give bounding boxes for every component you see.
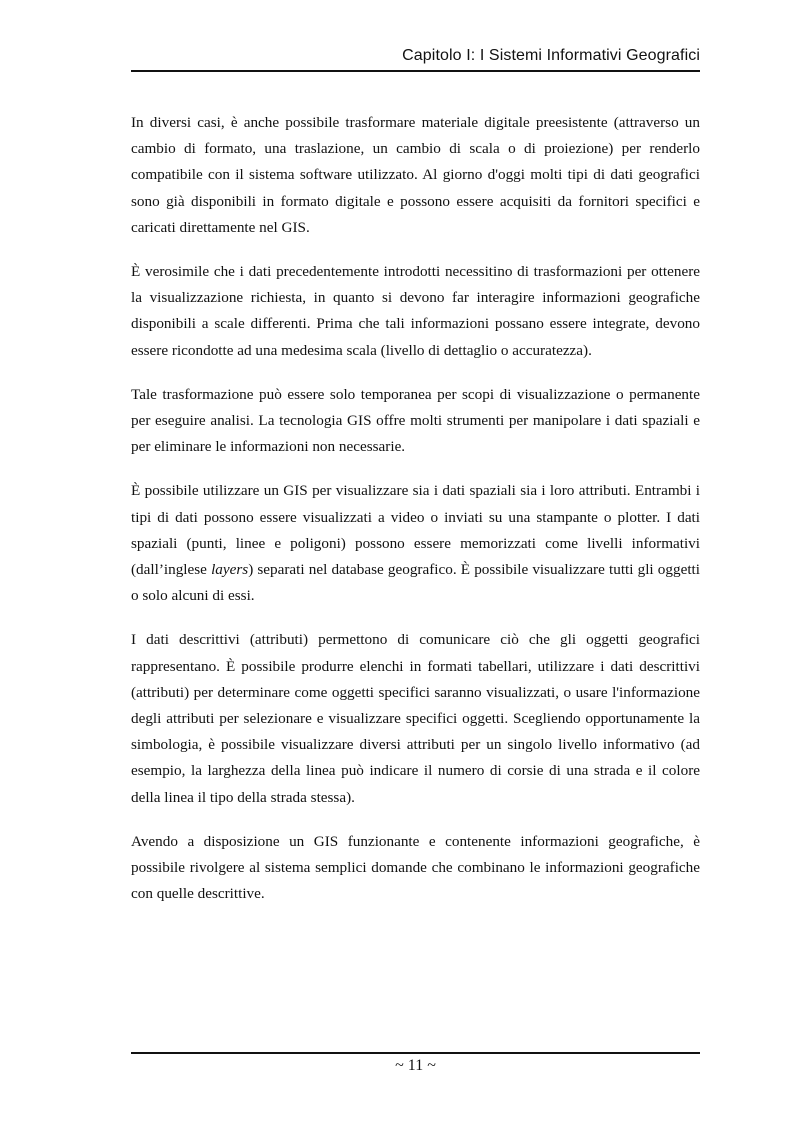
paragraph-3: Tale trasformazione può essere solo temporanea per scopi di visualizzazione o permanente per eseguire analisi. La tecnologia GIS offre molti strumenti per manipolare i dati spaziali e per eliminare le informazioni non necessarie. [131,385,700,456]
paragraph-1: In diversi casi, è anche possibile trasformare materiale digitale preesistente (attraverso un cambio di formato, una traslazione, un cambio di scala o di proiezione) per renderlo compatibile con il sistema software utilizzato. Al giorno d'oggi molti tipi di dati geografici sono già disponibili in formato digitale e possono essere acquisiti da fornitori specifici e caricati direttamente nel GIS. [131,114,700,236]
header-rule [131,70,700,72]
paragraph-4-italic-term: layers [211,561,249,579]
paragraph-4-text-before: È possibile utilizzare un GIS per visualizzare sia i dati spaziali sia i loro attributi. Entrambi i tipi di dati possono essere visualizzati a video o inviati su una stampante o plotter. I dati spaziali (punti, linee e poligoni) possono essere memorizzati come livelli informativi (dall’inglese [131,482,700,579]
paragraph-5: I dati descrittivi (attributi) permettono di comunicare ciò che gli oggetti geografici rappresentano. È possibile produrre elenchi in formati tabellari, utilizzare i dati descrittivi (attributi) per determinare come oggetti specifici saranno visualizzati, o usare l'informazione degli attributi per selezionare e visualizzare specifici oggetti. Scegliendo opportunamente la simbologia, è possibile visualizzare diversi attributi per un singolo livello informativo (ad esempio, la larghezza della linea può indicare il numero di corsie di una strada e il colore della linea il tipo della strada stessa). [131,631,700,806]
paragraph-2: È verosimile che i dati precedentemente introdotti necessitino di trasformazioni per ottenere la visualizzazione richiesta, in quanto si devono far interagire informazioni geografiche disponibili a scale differenti. Prima che tali informazioni possano essere integrate, devono essere ricondotte ad una medesima scala (livello di dettaglio o accuratezza). [131,263,700,359]
paragraph-4 [131,478,700,609]
paragraph-6: Avendo a disposizione un GIS funzionante e contenente informazioni geografiche, è possibile rivolgere al sistema semplici domande che combinano le informazioni geografiche con quelle descrittive. [131,832,700,903]
page-number: ~ 11 ~ [395,1057,436,1074]
footer-rule [131,1052,700,1054]
chapter-header: Capitolo I: I Sistemi Informativi Geografici [402,47,700,64]
paragraph-4-text-after: ) separati nel database geografico. È possibile visualizzare tutti gli oggetti o solo alcuni di essi. [131,561,700,605]
page-body [131,110,700,925]
